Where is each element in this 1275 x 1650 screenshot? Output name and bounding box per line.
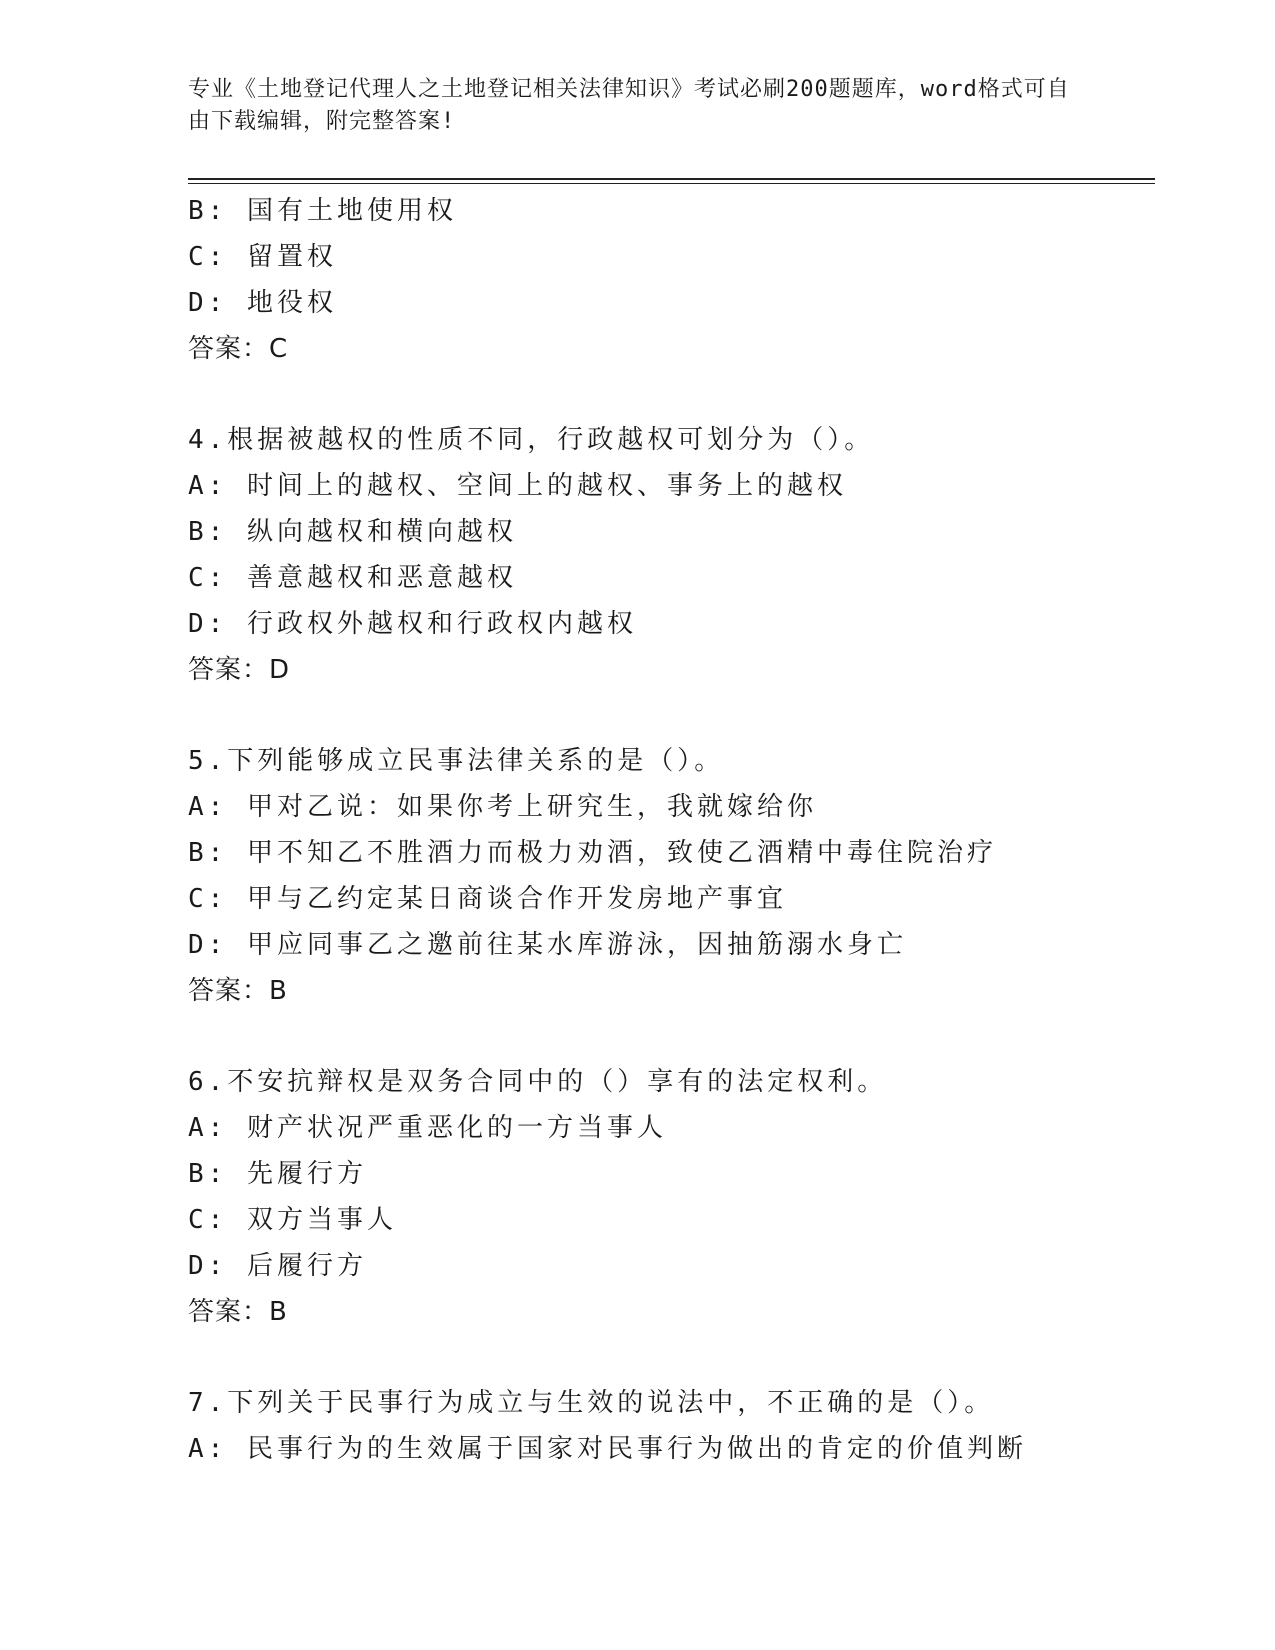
option-line: B: 国有土地使用权 xyxy=(188,196,457,226)
option-line: D: 地役权 xyxy=(188,288,337,318)
question-spacer xyxy=(188,693,1155,738)
option-line: B: 甲不知乙不胜酒力而极力劝酒，致使乙酒精中毒住院治疗 xyxy=(188,838,997,868)
answer-line: 答案：B xyxy=(188,976,288,1006)
option-line: A: 甲对乙说：如果你考上研究生，我就嫁给你 xyxy=(188,792,817,822)
option-line: A: 财产状况严重恶化的一方当事人 xyxy=(188,1113,667,1143)
option-line: C: 留置权 xyxy=(188,242,337,272)
answer-line: 答案：C xyxy=(188,334,289,364)
question-list xyxy=(188,188,1155,1472)
question-stem: 5.下列能够成立民事法律关系的是（）。 xyxy=(188,746,725,776)
answer-line: 答案：D xyxy=(188,655,291,685)
option-line: D: 行政权外越权和行政权内越权 xyxy=(188,609,637,639)
option-line: A: 民事行为的生效属于国家对民事行为做出的肯定的价值判断 xyxy=(188,1434,1027,1464)
answer-line: 答案：B xyxy=(188,1297,288,1327)
option-line: D: 后履行方 xyxy=(188,1251,367,1281)
document-header: 专业《土地登记代理人之土地登记相关法律知识》考试必刷200题题库，word格式可自由下载编辑，附完整答案! xyxy=(188,77,1070,134)
header-rule-thick xyxy=(188,178,1155,180)
question-spacer xyxy=(188,1014,1155,1059)
option-line: B: 纵向越权和横向越权 xyxy=(188,517,517,547)
question-stem: 4.根据被越权的性质不同，行政越权可划分为（）。 xyxy=(188,425,875,455)
header-rule-thin xyxy=(188,183,1155,184)
question-stem: 6.不安抗辩权是双务合同中的（）享有的法定权利。 xyxy=(188,1067,888,1097)
option-line: D: 甲应同事乙之邀前往某水库游泳，因抽筋溺水身亡 xyxy=(188,930,907,960)
option-line: C: 双方当事人 xyxy=(188,1205,397,1235)
question-stem: 7.下列关于民事行为成立与生效的说法中，不正确的是（）。 xyxy=(188,1388,995,1418)
option-line: C: 甲与乙约定某日商谈合作开发房地产事宜 xyxy=(188,884,787,914)
option-line: A: 时间上的越权、空间上的越权、事务上的越权 xyxy=(188,471,847,501)
option-line: C: 善意越权和恶意越权 xyxy=(188,563,517,593)
question-spacer xyxy=(188,372,1155,417)
option-line: B: 先履行方 xyxy=(188,1159,367,1189)
question-spacer xyxy=(188,1335,1155,1380)
